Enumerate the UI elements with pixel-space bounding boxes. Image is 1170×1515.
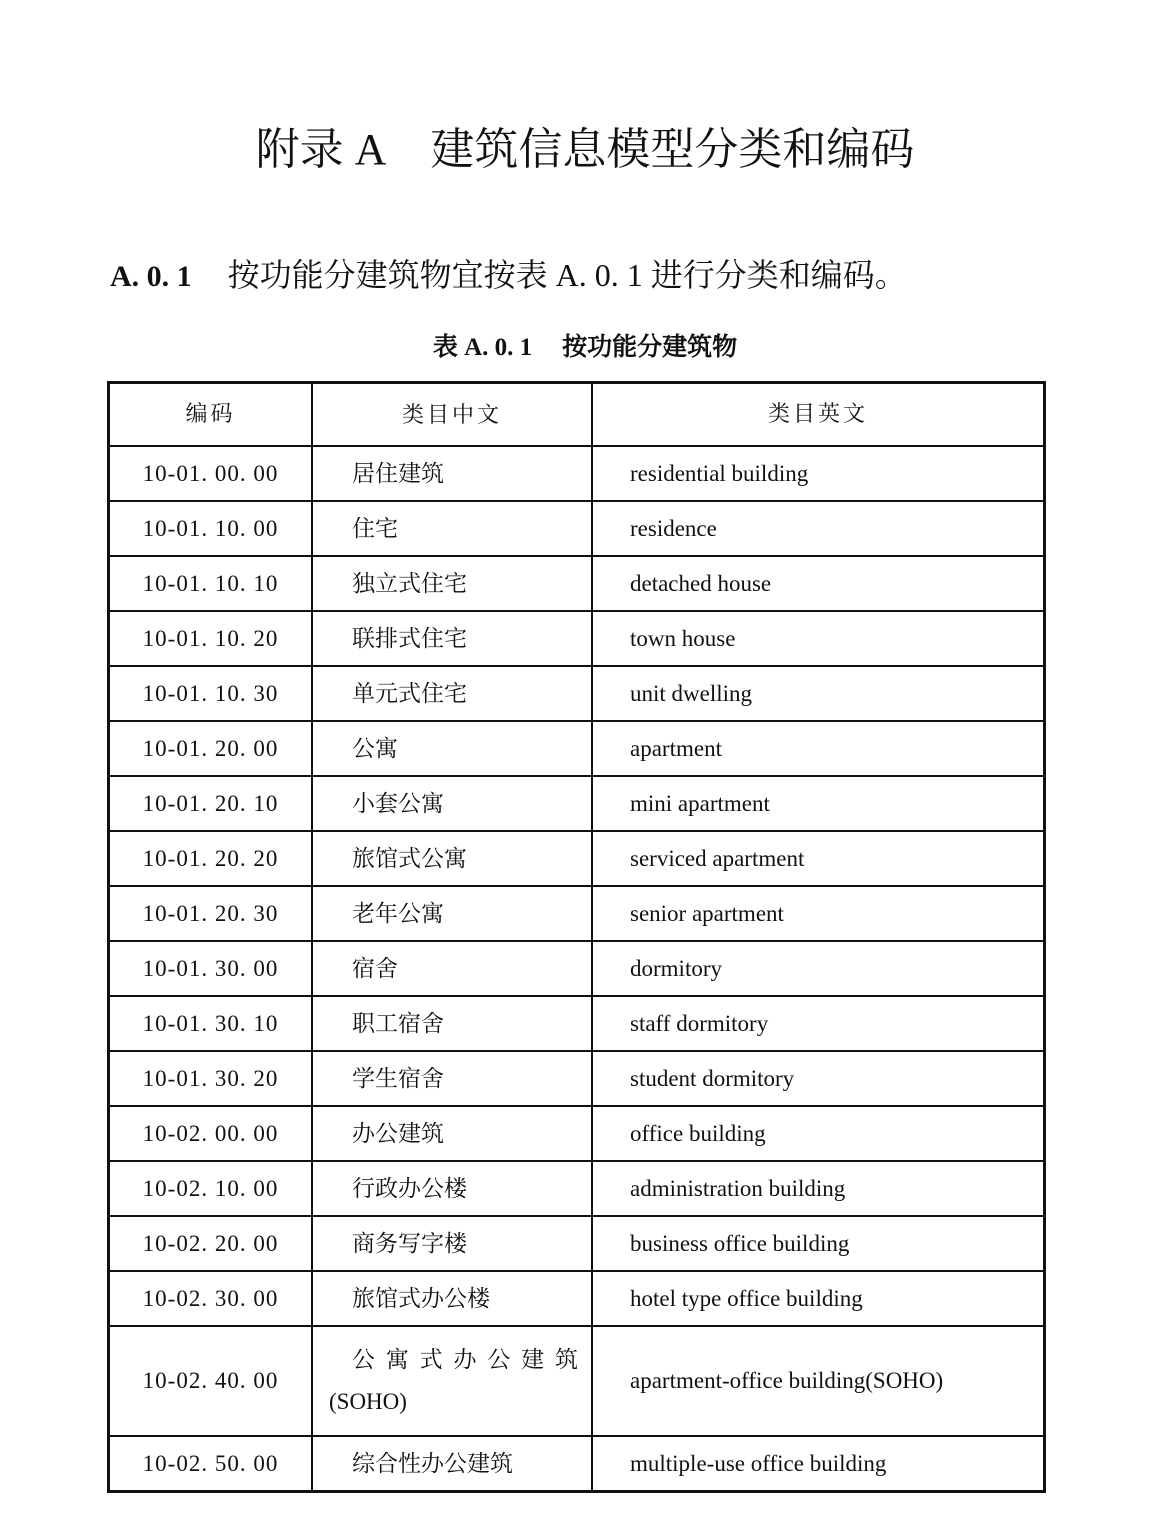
table-row <box>110 445 1043 500</box>
code-cell-text: 10-01. 10. 20 <box>142 625 279 651</box>
code-cell-text: 10-02. 40. 00 <box>142 1368 279 1394</box>
category-zh-cell-text: 行政办公楼 <box>352 1175 467 1201</box>
header-code <box>110 384 311 445</box>
category-zh-cell <box>311 722 591 775</box>
table-row <box>110 775 1043 830</box>
category-zh-cell <box>311 1217 591 1270</box>
category-zh-cell <box>311 502 591 555</box>
code-cell-text: 10-01. 20. 30 <box>142 900 279 926</box>
category-en-cell-text: apartment-office building(SOHO) <box>630 1368 944 1394</box>
code-cell-text: 10-02. 30. 00 <box>142 1285 279 1311</box>
category-en-cell-text: student dormitory <box>630 1065 795 1091</box>
code-cell-text: 10-01. 10. 00 <box>142 515 279 541</box>
category-zh-cell-text: 公寓 <box>352 735 398 761</box>
code-cell <box>110 1437 311 1490</box>
category-en-cell-text: office building <box>630 1120 766 1146</box>
category-en-cell <box>591 502 1043 555</box>
category-en-cell <box>591 832 1043 885</box>
table-row <box>110 1270 1043 1325</box>
category-zh-cell-text: 独立式住宅 <box>352 570 467 596</box>
appendix-label: 附录 A <box>255 125 387 174</box>
table-row <box>110 1160 1043 1215</box>
code-cell <box>110 1272 311 1325</box>
category-en-cell-text: multiple-use office building <box>630 1450 887 1476</box>
header-code-text: 编码 <box>185 401 236 427</box>
category-en-cell <box>591 1107 1043 1160</box>
table-row <box>110 1050 1043 1105</box>
code-cell-text: 10-01. 10. 30 <box>142 680 279 706</box>
table-row <box>110 885 1043 940</box>
table-row <box>110 610 1043 665</box>
category-en-cell-text: serviced apartment <box>630 845 805 871</box>
category-zh-cell <box>311 1162 591 1215</box>
table-row <box>110 555 1043 610</box>
category-zh-cell <box>311 887 591 940</box>
code-cell <box>110 667 311 720</box>
code-cell-text: 10-02. 20. 00 <box>142 1230 279 1256</box>
category-en-cell <box>591 1162 1043 1215</box>
category-en-cell-text: apartment <box>630 735 722 761</box>
category-zh-cell-text: 职工宿舍 <box>352 1010 444 1036</box>
header-category-zh <box>311 384 591 445</box>
code-cell-text: 10-01. 30. 20 <box>142 1065 279 1091</box>
category-zh-cell <box>311 1052 591 1105</box>
category-en-cell-text: detached house <box>630 570 772 596</box>
category-zh-cell-text: 旅馆式办公楼 <box>352 1285 490 1311</box>
code-cell-text: 10-01. 00. 00 <box>142 460 279 486</box>
code-cell <box>110 502 311 555</box>
code-cell <box>110 557 311 610</box>
category-zh-cell <box>311 1437 591 1490</box>
code-cell-text: 10-01. 20. 00 <box>142 735 279 761</box>
clause-number: A. 0. 1 <box>110 260 192 293</box>
code-cell <box>110 832 311 885</box>
code-cell <box>110 887 311 940</box>
table-caption <box>0 330 1170 366</box>
category-zh-cell-text: 综合性办公建筑 <box>352 1450 513 1476</box>
category-en-cell-text: hotel type office building <box>630 1285 863 1311</box>
category-en-cell <box>591 777 1043 830</box>
appendix-title-text: 建筑信息模型分类和编码 <box>430 125 915 174</box>
category-en-cell <box>591 447 1043 500</box>
category-zh-cell <box>311 942 591 995</box>
code-cell <box>110 1327 311 1435</box>
category-en-cell <box>591 997 1043 1050</box>
category-zh-cell <box>311 667 591 720</box>
header-category-zh-text: 类目中文 <box>401 401 502 427</box>
table-row <box>110 995 1043 1050</box>
category-zh-cell-text: 住宅 <box>352 515 398 541</box>
category-en-cell-text: senior apartment <box>630 900 784 926</box>
code-cell-text: 10-02. 10. 00 <box>142 1175 279 1201</box>
category-en-cell <box>591 1437 1043 1490</box>
code-cell-text: 10-01. 10. 10 <box>142 570 279 596</box>
category-en-cell-text: residential building <box>630 460 809 486</box>
category-zh-cell-text: 老年公寓 <box>352 900 444 926</box>
appendix-title <box>0 118 1170 182</box>
header-category-en <box>591 384 1043 445</box>
table-title: 按功能分建筑物 <box>562 334 738 361</box>
category-zh-cell <box>311 997 591 1050</box>
code-cell <box>110 777 311 830</box>
category-en-cell <box>591 557 1043 610</box>
category-en-cell-text: town house <box>630 625 736 651</box>
code-cell-text: 10-02. 00. 00 <box>142 1120 279 1146</box>
category-en-cell <box>591 667 1043 720</box>
category-zh-cell-text: 商务写字楼 <box>352 1230 467 1256</box>
table-row <box>110 720 1043 775</box>
category-en-cell <box>591 1272 1043 1325</box>
category-zh-cell <box>311 612 591 665</box>
code-cell <box>110 1217 311 1270</box>
category-en-cell-text: administration building <box>630 1175 846 1201</box>
table-row <box>110 665 1043 720</box>
code-cell <box>110 942 311 995</box>
category-zh-cell-text: 办公建筑 <box>352 1120 444 1146</box>
category-zh-cell-text: 联排式住宅 <box>352 625 467 651</box>
category-zh-cell <box>311 1327 591 1435</box>
table-row <box>110 500 1043 555</box>
code-cell <box>110 1162 311 1215</box>
code-cell-text: 10-01. 20. 10 <box>142 790 279 816</box>
category-en-cell-text: unit dwelling <box>630 680 753 706</box>
category-zh-cell-text: 宿舍 <box>352 955 398 981</box>
table-row <box>110 1105 1043 1160</box>
category-zh-cell-text: 单元式住宅 <box>352 680 467 706</box>
category-zh-cell <box>311 557 591 610</box>
code-cell <box>110 447 311 500</box>
category-en-cell <box>591 1052 1043 1105</box>
category-en-cell-text: mini apartment <box>630 790 770 816</box>
code-cell <box>110 1052 311 1105</box>
category-en-cell-text: business office building <box>630 1230 850 1256</box>
code-cell-text: 10-01. 20. 20 <box>142 845 279 871</box>
category-en-cell-text: residence <box>630 515 717 541</box>
clause-text: 按功能分建筑物宜按表 A. 0. 1 进行分类和编码。 <box>227 257 907 293</box>
table-row <box>110 1435 1043 1490</box>
header-category-en-text: 类目英文 <box>767 401 868 427</box>
clause <box>110 253 907 297</box>
classification-table <box>107 381 1046 1493</box>
category-zh-cell-text: 旅馆式公寓 <box>352 845 467 871</box>
category-zh-cell-text: 小套公寓 <box>352 790 444 816</box>
table-number: 表 A. 0. 1 <box>432 334 533 361</box>
table-body <box>110 445 1043 1490</box>
table-row <box>110 940 1043 995</box>
category-zh-cell-text: 居住建筑 <box>352 460 444 486</box>
category-en-cell <box>591 887 1043 940</box>
code-cell <box>110 612 311 665</box>
code-cell-text: 10-02. 50. 00 <box>142 1450 279 1476</box>
code-cell-text: 10-01. 30. 00 <box>142 955 279 981</box>
category-zh-cell <box>311 447 591 500</box>
category-zh-cell <box>311 777 591 830</box>
category-zh-cell-text: 学生宿舍 <box>352 1065 444 1091</box>
category-en-cell <box>591 1327 1043 1435</box>
category-en-cell-text: dormitory <box>630 955 722 981</box>
category-en-cell <box>591 722 1043 775</box>
table-row <box>110 1215 1043 1270</box>
category-en-cell-text: staff dormitory <box>630 1010 769 1036</box>
table-row <box>110 830 1043 885</box>
category-en-cell <box>591 612 1043 665</box>
table-row <box>110 1325 1043 1435</box>
code-cell <box>110 997 311 1050</box>
category-en-cell <box>591 942 1043 995</box>
category-zh-cell <box>311 832 591 885</box>
category-zh-cell <box>311 1272 591 1325</box>
code-cell-text: 10-01. 30. 10 <box>142 1010 279 1036</box>
category-en-cell <box>591 1217 1043 1270</box>
category-zh-cell <box>311 1107 591 1160</box>
category-zh-cell-text: 公寓式办公建筑(SOHO) <box>329 1347 578 1414</box>
code-cell <box>110 722 311 775</box>
table-header-row <box>110 384 1043 445</box>
code-cell <box>110 1107 311 1160</box>
